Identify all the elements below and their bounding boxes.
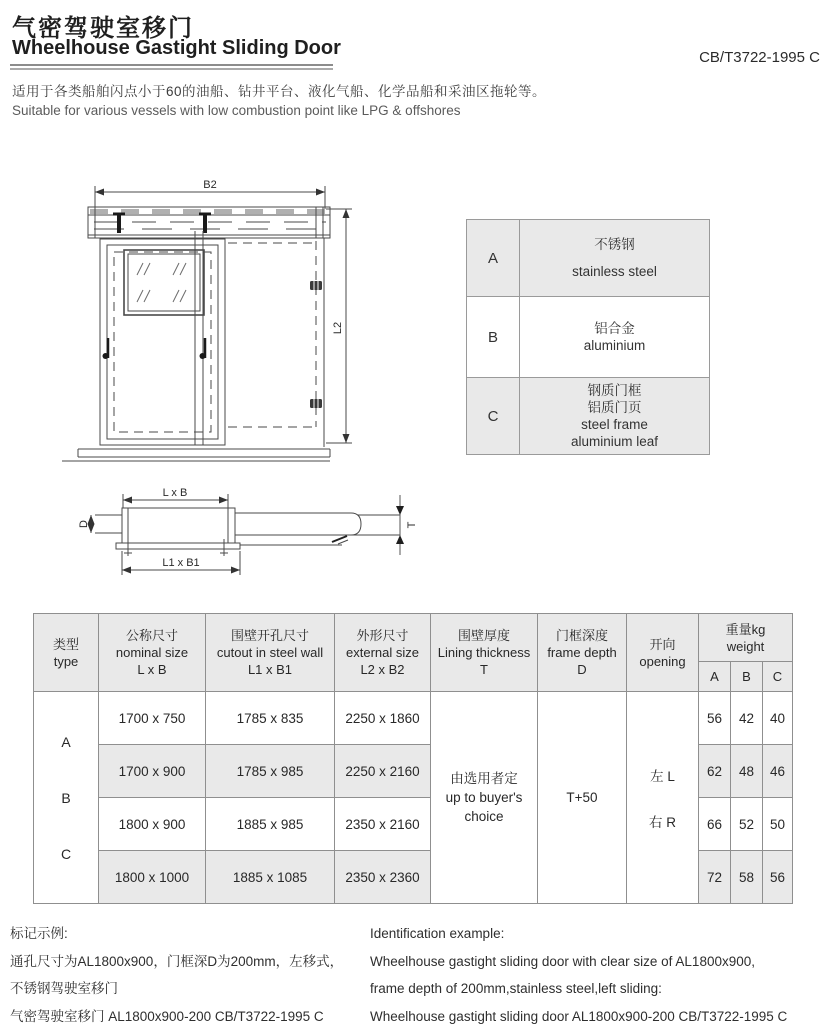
col-header-nominal: 公称尺寸 nominal size L x B <box>99 614 206 692</box>
description-en: Suitable for various vessels with low combustion point like LPG & offshores <box>12 103 461 118</box>
cutout-size: 1885 x 985 <box>206 798 335 851</box>
weight-b: 58 <box>731 851 763 904</box>
weight-sub-c: C <box>763 662 793 692</box>
plan-section-drawing <box>58 483 438 598</box>
col-header-depth: 门框深度 frame depth D <box>538 614 627 692</box>
material-value: 不锈钢 stainless steel <box>572 237 657 279</box>
external-size: 2350 x 2360 <box>335 851 431 904</box>
weight-b: 48 <box>731 745 763 798</box>
identification-line: Identification example: <box>370 926 505 941</box>
front-elevation-drawing <box>58 175 388 475</box>
type-cell: A B C <box>34 692 99 904</box>
lining-thickness-cell: 由选用者定 up to buyer's choice <box>431 692 538 904</box>
nominal-size: 1700 x 900 <box>99 745 206 798</box>
col-header-cutout: 围壁开孔尺寸 cutout in steel wall L1 x B1 <box>206 614 335 692</box>
material-key: B <box>467 297 520 377</box>
page-title-en: Wheelhouse Gastight Sliding Door <box>12 37 341 59</box>
opening-cell: 左 L 右 R <box>627 692 699 904</box>
dim-label-t: T <box>406 521 418 529</box>
external-size: 2250 x 1860 <box>335 692 431 745</box>
weight-a: 62 <box>699 745 731 798</box>
frame-depth-cell: T+50 <box>538 692 627 904</box>
identification-line: Wheelhouse gastight sliding door with clear size of AL1800x900, <box>370 953 755 969</box>
identification-line: 不锈钢驾驶室移门 <box>10 981 118 996</box>
material-row-c <box>467 378 709 454</box>
cutout-size: 1785 x 835 <box>206 692 335 745</box>
external-size: 2350 x 2160 <box>335 798 431 851</box>
weight-b: 42 <box>731 692 763 745</box>
identification-zh <box>10 920 343 1028</box>
identification-line: Wheelhouse gastight sliding door AL1800x900-200 CB/T3722-1995 C <box>370 1008 788 1024</box>
nominal-size: 1800 x 1000 <box>99 851 206 904</box>
description-zh: 适用于各类船舶闪点小于60的油船、钻井平台、液化气船、化学品船和采油区拖轮等。 <box>12 84 547 99</box>
spec-table <box>33 613 793 904</box>
weight-sub-b: B <box>731 662 763 692</box>
weight-sub-a: A <box>699 662 731 692</box>
dim-label-b2: B2 <box>203 179 217 191</box>
identification-line: 通孔尺寸为AL1800x900，门框深D为200mm，左移式， <box>10 953 344 969</box>
identification-line: 气密驾驶室移门 AL1800x900-200 CB/T3722-1995 C <box>10 1008 324 1024</box>
weight-a: 66 <box>699 798 731 851</box>
material-value: 钢质门框 铝质门页 steel frame aluminium leaf <box>570 383 659 449</box>
identification-line: 标记示例: <box>10 926 68 941</box>
col-header-type: 类型 type <box>34 614 99 692</box>
title-underline <box>10 64 333 70</box>
weight-c: 40 <box>763 692 793 745</box>
external-size: 2250 x 2160 <box>335 745 431 798</box>
col-header-lining: 围壁厚度 Lining thickness T <box>431 614 538 692</box>
col-header-opening: 开向 opening <box>627 614 699 692</box>
material-row-b <box>467 297 709 378</box>
nominal-size: 1700 x 750 <box>99 692 206 745</box>
cutout-size: 1785 x 985 <box>206 745 335 798</box>
material-key: A <box>467 220 520 296</box>
spec-row <box>34 692 793 745</box>
weight-c: 50 <box>763 798 793 851</box>
dim-label-l1xb1: L1 x B1 <box>162 557 200 569</box>
material-table <box>466 219 710 455</box>
dim-label-l2: L2 <box>332 321 344 335</box>
dim-label-d: D <box>78 520 90 528</box>
weight-c: 56 <box>763 851 793 904</box>
material-value: 铝合金 aluminium <box>583 321 646 353</box>
material-key: C <box>467 378 520 454</box>
col-header-external: 外形尺寸 external size L2 x B2 <box>335 614 431 692</box>
nominal-size: 1800 x 900 <box>99 798 206 851</box>
col-header-weight: 重量kg weight <box>699 614 793 662</box>
standard-code: CB/T3722-1995 C <box>699 49 820 66</box>
dim-label-lxb: L x B <box>162 487 188 499</box>
weight-b: 52 <box>731 798 763 851</box>
cutout-size: 1885 x 1085 <box>206 851 335 904</box>
weight-c: 46 <box>763 745 793 798</box>
weight-a: 72 <box>699 851 731 904</box>
identification-en <box>370 920 787 1028</box>
page-title-zh: 气密驾驶室移门 <box>12 15 194 42</box>
material-row-a <box>467 220 709 297</box>
weight-a: 56 <box>699 692 731 745</box>
identification-line: frame depth of 200mm,stainless steel,left sliding: <box>370 981 662 996</box>
